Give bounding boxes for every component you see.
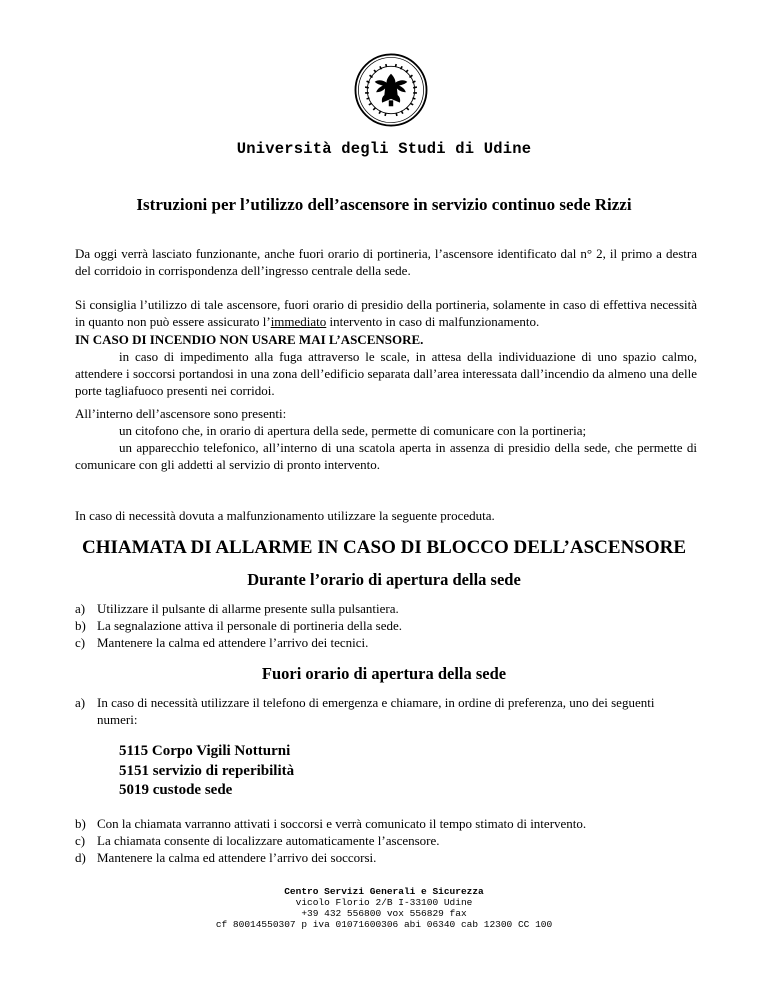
- list-item: [75, 600, 697, 617]
- equipment-intro: All’interno dell’ascensore sono presenti:: [75, 406, 287, 421]
- emergency-number: 5019 custode sede: [119, 782, 233, 798]
- footer-phone: +39 432 556800 vox 556829 fax: [301, 908, 467, 919]
- university-seal-icon: [354, 53, 428, 127]
- equipment-item-telephone: un apparecchio telefonico, all’interno di una scatola aperta in assenza di presidio della sede, che permette di comunicare con gli addetti al servizio di pronto intervento.: [75, 440, 697, 472]
- emergency-numbers: [119, 742, 294, 801]
- list-item-text: La segnalazione attiva il personale di portineria della sede.: [97, 618, 403, 633]
- list-item-text: In caso di necessità utilizzare il telefono di emergenza e chiamare, in ordine di preferenza, uno dei seguenti numeri:: [97, 695, 655, 727]
- list-item-text: Mantenere la calma ed attendere l’arrivo dei tecnici.: [97, 635, 369, 650]
- list-marker: b): [75, 816, 86, 831]
- after-hours-heading: Fuori orario di apertura della sede: [261, 664, 507, 683]
- page-title: Istruzioni per l’utilizzo dell’ascensore in servizio continuo sede Rizzi: [136, 195, 632, 214]
- list-item: [75, 617, 697, 634]
- after-hours-list-b: [75, 815, 697, 866]
- alarm-heading: CHIAMATA DI ALLARME IN CASO DI BLOCCO DELL’ASCENSORE: [81, 537, 687, 558]
- list-item-text: Con la chiamata varranno attivati i soccorsi e verrà comunicato il tempo stimato di intervento.: [97, 816, 587, 831]
- emergency-number: 5151 servizio di reperibilità: [119, 762, 295, 779]
- fire-warning-heading: IN CASO DI INCENDIO NON USARE MAI L’ASCENSORE.: [75, 332, 424, 347]
- intro-paragraph-1: Da oggi verrà lasciato funzionante, anche fuori orario di portineria, l’ascensore identificato dal n° 2, il primo a destra del corridoio in corrispondenza dell’ingresso centrale della sede.: [75, 246, 697, 278]
- list-marker: d): [75, 850, 86, 865]
- intro-p2-underlined: immediato: [270, 314, 327, 329]
- equipment-item-intercom: un citofono che, in orario di apertura della sede, permette di comunicare con la portineria;: [119, 423, 587, 438]
- footer: [0, 886, 768, 930]
- list-marker: a): [75, 601, 86, 616]
- footer-address: vicolo Florio 2/B I-33100 Udine: [295, 897, 473, 908]
- list-item-text: La chiamata consente di localizzare automaticamente l’ascensore.: [97, 833, 440, 848]
- footer-org: Centro Servizi Generali e Sicurezza: [284, 886, 484, 897]
- list-marker: c): [75, 635, 86, 650]
- list-item: [75, 694, 697, 728]
- procedure-note: In caso di necessità dovuta a malfunzionamento utilizzare la seguente proceduta.: [75, 508, 495, 523]
- during-hours-list: [75, 600, 697, 651]
- list-marker: a): [75, 695, 86, 710]
- list-item-text: Mantenere la calma ed attendere l’arrivo dei soccorsi.: [97, 850, 377, 865]
- list-item: [75, 634, 697, 651]
- list-item-text: Utilizzare il pulsante di allarme presente sulla pulsantiera.: [97, 601, 399, 616]
- during-hours-heading: Durante l’orario di apertura della sede: [247, 570, 521, 589]
- list-marker: c): [75, 833, 86, 848]
- after-hours-list-a: [75, 694, 697, 728]
- list-item: [75, 832, 697, 849]
- intro-p2-start: Si consiglia l’utilizzo di tale ascensore, fuori orario di presidio della portineria, solamente in caso di effettiva necessità in quanto non può essere assicurato l’: [75, 297, 697, 329]
- fire-warning-text: in caso di impedimento alla fuga attraverso le scale, in attesa della individuazione di uno spazio calmo, attendere i soccorsi portandosi in una zona dell’edificio separata dall’area interessata dall’incendio da almeno una delle porte tagliafuoco presenti nei corridoi.: [75, 349, 697, 398]
- list-marker: b): [75, 618, 86, 633]
- emergency-number: 5115 Corpo Vigili Notturni: [119, 743, 291, 759]
- intro-paragraph-2: [75, 296, 697, 330]
- list-item: [75, 849, 697, 866]
- list-item: [75, 815, 697, 832]
- university-name: Università degli Studi di Udine: [236, 140, 532, 158]
- intro-p2-end: intervento in caso di malfunzionamento.: [326, 314, 540, 329]
- footer-fiscal: cf 80014550307 p iva 01071600306 abi 06340 cab 12300 CC 100: [215, 919, 553, 930]
